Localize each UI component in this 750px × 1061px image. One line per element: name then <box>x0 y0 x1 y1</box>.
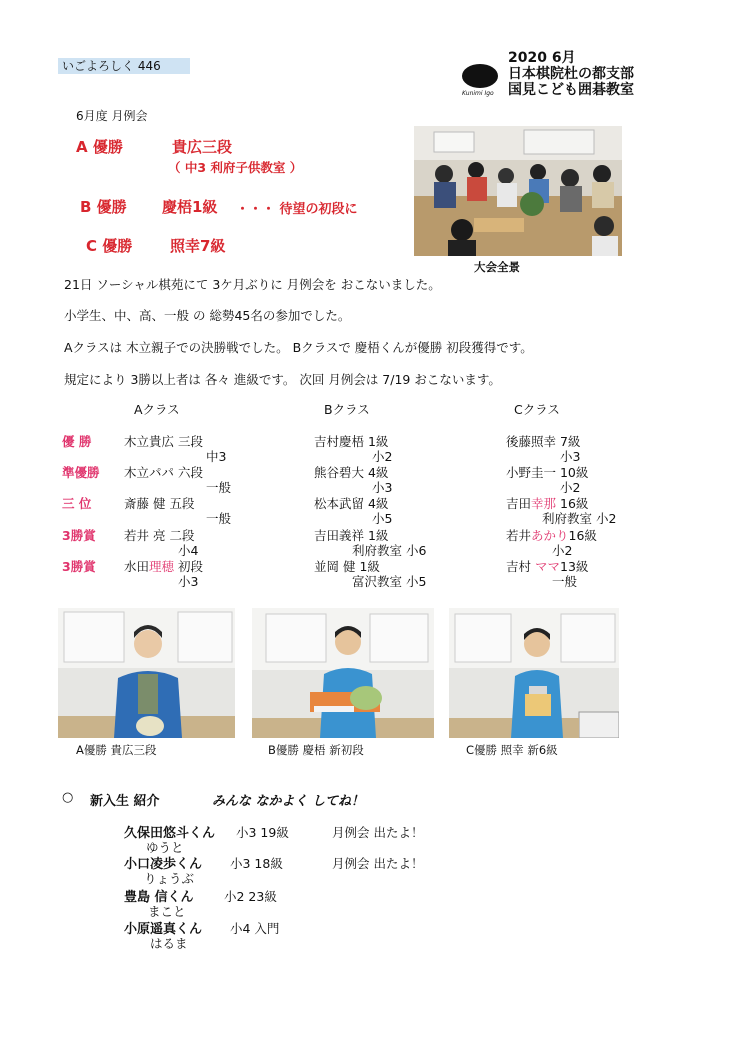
newcomer-grade: 小2 23級 <box>224 889 277 904</box>
paragraph-1: 21日 ソーシャル棋苑にて 3ケ月ぶりに 月例会を おこないました。 <box>64 277 441 292</box>
newcomer-name: 久保田悠斗くん <box>124 826 216 841</box>
header-org: 日本棋院杜の都支部 <box>508 66 634 82</box>
class-b-header: Bクラス <box>324 402 370 417</box>
class-c-header: Cクラス <box>514 402 560 417</box>
b-winner-photo <box>252 608 434 738</box>
rank-label: 3勝賞 <box>62 559 96 574</box>
newcomer-reading: りょうぶ <box>144 871 195 886</box>
group-photo-caption: 大会全景 <box>474 260 520 274</box>
newcomer-note: 月例会 出たよ！ <box>332 856 424 871</box>
class-c-name: 吉村 ママ13級 <box>506 559 589 574</box>
b-winner-label: B 優勝 <box>80 198 127 216</box>
class-c-name: 吉田幸那 16級 <box>506 496 589 511</box>
class-a-name: 水田理穂 初段 <box>124 559 204 574</box>
rank-label: 準優勝 <box>62 465 100 480</box>
newcomer-grade: 小3 18級 <box>230 856 283 871</box>
tournament-group-photo <box>414 126 622 256</box>
class-b-sub: 小5 <box>372 511 393 526</box>
issue-tag: いごよろしく 446 <box>58 58 190 74</box>
class-a-sub: 中3 <box>206 449 227 464</box>
newcomer-grade: 小3 19級 <box>236 825 289 840</box>
newcomer-name: 小口凌歩くん <box>124 857 203 872</box>
b-photo-caption: B優勝 慶梧 新初段 <box>268 743 364 757</box>
class-b-sub: 小3 <box>372 480 393 495</box>
class-c-sub: 一般 <box>552 574 578 589</box>
class-b-name: 吉田義祥 1級 <box>314 528 389 543</box>
class-b-name: 吉村慶梧 1級 <box>314 434 389 449</box>
newcomer-name: 小原遥真くん <box>124 922 203 937</box>
header-school: 国見こども囲碁教室 <box>508 82 634 98</box>
paragraph-4: 規定により 3勝以上者は 各々 進級です。 次回 月例会は 7/19 おこないます。 <box>64 372 501 387</box>
page-subtitle: 6月度 月例会 <box>76 109 148 123</box>
class-c-sub: 小3 <box>560 449 581 464</box>
a-winner-note: （ 中3 利府子供教室 ） <box>168 160 303 175</box>
class-a-name: 木立パパ 六段 <box>124 465 203 480</box>
rank-label: 優 勝 <box>62 434 92 449</box>
b-winner-note: ・・・ 待望の初段に <box>236 202 358 217</box>
go-stone-logo-icon <box>462 64 498 88</box>
class-b-sub: 小2 <box>372 449 393 464</box>
class-a-header: Aクラス <box>134 402 180 417</box>
class-a-sub: 一般 <box>206 480 232 495</box>
c-photo-caption: C優勝 照幸 新6級 <box>466 743 558 757</box>
newcomers-title: 新入生 紹介 <box>90 794 160 809</box>
newcomer-name: 豊島 信くん <box>124 890 194 905</box>
c-winner-photo <box>449 608 619 738</box>
rank-label: 三 位 <box>62 496 92 511</box>
a-photo-caption: A優勝 貴広三段 <box>76 743 157 757</box>
logo-text: Kunimi Igo <box>462 90 494 97</box>
class-b-name: 松本武留 4級 <box>314 496 389 511</box>
class-c-sub: 小2 <box>560 480 581 495</box>
newcomer-reading: はるま <box>150 936 188 951</box>
class-a-name: 若井 亮 二段 <box>124 528 195 543</box>
class-a-sub: 小3 <box>178 574 199 589</box>
class-b-name: 熊谷碧大 4級 <box>314 465 389 480</box>
class-a-sub: 小4 <box>178 543 199 558</box>
bullet-icon: ○ <box>62 790 74 805</box>
newcomer-reading: まこと <box>148 904 186 919</box>
class-a-name: 斎藤 健 五段 <box>124 496 195 511</box>
class-b-name: 並岡 健 1級 <box>314 559 380 574</box>
newcomer-grade: 小4 入門 <box>230 921 280 936</box>
paragraph-3: Aクラスは 木立親子での決勝戦でした。 Bクラスで 慶梧くんが優勝 初段獲得です。 <box>64 340 533 355</box>
class-c-name: 若井あかり16級 <box>506 528 597 543</box>
c-winner-label: C 優勝 <box>86 237 133 255</box>
newcomer-note: 月例会 出たよ！ <box>332 825 424 840</box>
paragraph-2: 小学生、中、高、一般 の 総勢45名の参加でした。 <box>64 308 351 323</box>
b-winner-name: 慶梧1級 <box>162 198 218 216</box>
class-b-sub: 利府教室 小6 <box>352 543 427 558</box>
a-winner-label: A 優勝 <box>76 138 123 156</box>
class-c-sub: 小2 <box>552 543 573 558</box>
newcomers-slogan: みんな なかよく してね！ <box>212 794 365 809</box>
class-c-name: 後藤照幸 7級 <box>506 434 581 449</box>
class-b-sub: 富沢教室 小5 <box>352 574 427 589</box>
class-a-name: 木立貴広 三段 <box>124 434 203 449</box>
header-date: 2020 6月 <box>508 50 576 66</box>
class-c-sub: 利府教室 小2 <box>542 511 617 526</box>
c-winner-name: 照幸7級 <box>170 237 226 255</box>
a-winner-name: 貴広三段 <box>172 138 233 156</box>
rank-label: 3勝賞 <box>62 528 96 543</box>
a-winner-photo <box>58 608 235 738</box>
newcomer-reading: ゆうと <box>146 840 184 855</box>
class-a-sub: 一般 <box>206 511 232 526</box>
class-c-name: 小野圭一 10級 <box>506 465 589 480</box>
